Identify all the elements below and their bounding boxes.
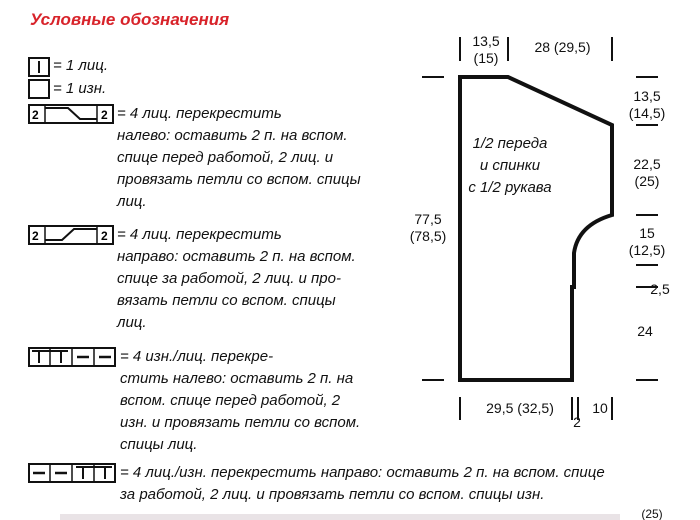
knit-stitch-icon: [28, 57, 50, 77]
cable-count-left: 2: [32, 229, 39, 243]
dim-bottom-width: 29,5 (32,5): [486, 400, 554, 416]
legend-cable-knit-purl-text: = 4 лиц./изн. перекрестить направо: оставить 2 п. на вспом. спице за работой, 2 лиц. и провязать петли со вспом. спицы изн.: [120, 464, 605, 503]
cutoff-text: (25): [641, 508, 663, 520]
pattern-outline: [460, 77, 612, 380]
legend-cable-left-text: = 4 лиц. перекрестить налево: оставить 2 п. на вспом. спице перед работой, 2 лиц. и провязать петли со вспом. спицы лиц.: [117, 105, 361, 210]
dim-left-length: 77,5 (78,5): [409, 211, 447, 244]
legend-purl-text: = 1 изн.: [53, 80, 107, 97]
legend-cable-right-text: = 4 лиц. перекрестить направо: оставить 2 п. на вспом. спице за работой, 2 лиц. и про- вязать петли со вспом. спицы лиц.: [117, 226, 356, 331]
dim-right-shoulder-drop: 13,5 (14,5): [628, 88, 666, 121]
cable-count-left: 2: [32, 108, 39, 122]
dim-top-neck: 13,5 (15): [472, 33, 500, 66]
purl-stitch-icon: [28, 79, 50, 99]
cable-right-4-knit-icon: [28, 225, 114, 245]
cable-count-right: 2: [101, 108, 108, 122]
legend-cable-purl-knit-text: = 4 изн./лиц. перекре- стить налево: оставить 2 п. на вспом. спице перед работой, 2 изн. и провязать петли со вспом. спицы лиц.: [120, 348, 361, 453]
dim-bottom-step: 2: [573, 414, 581, 430]
cutoff-strip: [0, 507, 700, 520]
cable-right-knit-purl-icon: [28, 463, 116, 483]
dim-right-step: 2,5: [650, 281, 670, 297]
cable-left-purl-knit-icon: [28, 347, 116, 367]
dim-right-body: 24: [637, 323, 653, 339]
cable-count-right: 2: [101, 229, 108, 243]
page-title: Условные обозначения: [30, 10, 230, 29]
dim-bottom-side: 10: [592, 400, 608, 416]
pattern-label: 1/2 переда и спинки с 1/2 рукава: [468, 135, 552, 196]
cable-left-4-knit-icon: [28, 104, 114, 124]
dim-top-shoulder: 28 (29,5): [534, 39, 591, 55]
dim-right-underarm: 15 (12,5): [628, 225, 666, 258]
legend-knit-text: = 1 лиц.: [53, 57, 108, 74]
dim-right-sleeve: 22,5 (25): [633, 156, 661, 189]
